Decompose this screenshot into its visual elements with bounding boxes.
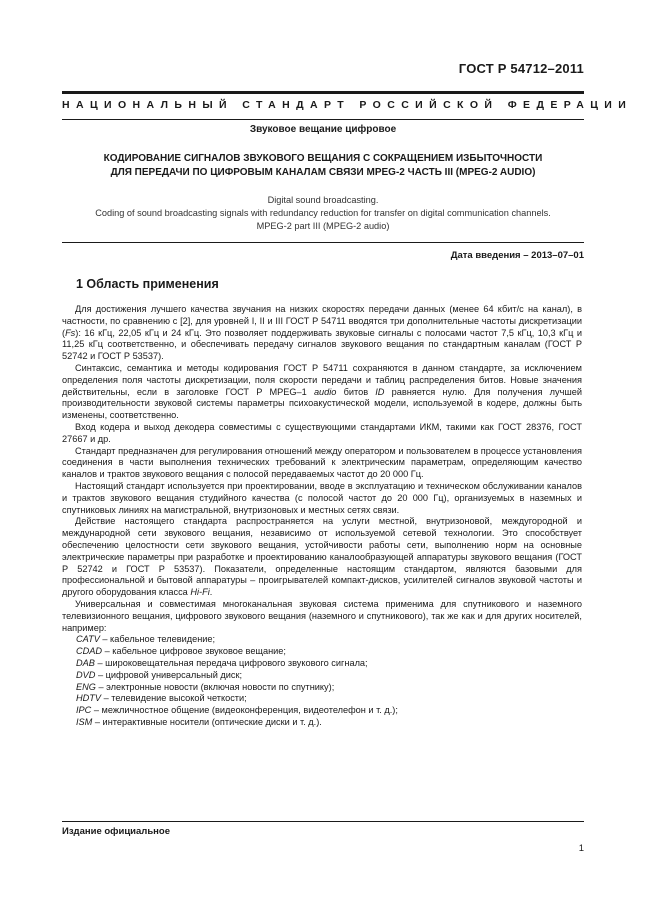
body-paragraph [62,422,582,446]
abbreviation-description: – электронные новости (включая новости по спутнику); [95,681,335,692]
text-run: ): 16 кГц, 22,05 кГц и 24 кГц. Это позволяет поддерживать звуковые сигналы с полосами частот 7,5 кГц, 10,3 кГц и 11,25 кГц соответственно, и обеспечивать передачу сигналов звукового вещания по стандартным каналам (ГОСТ Р 52742 и ГОСТ Р 53537). [62,327,582,362]
page-number: 1 [578,843,584,854]
body-paragraph [62,599,582,634]
text-run: Для достижения лучшего качества звучания на низких скоростях передачи данных (менее 64 кбит/с на канал), в частности, по сравнению с [2], для уровней I, II и III ГОСТ Р 54711 вводятся три дополнительные частоты дискретизации ( [62,304,582,338]
text-run: . [209,587,213,598]
header-rule [62,91,584,94]
text-run: Стандарт предназначен для регулирования отношений между оператором и пользователем в процессе установления соединения в части выполнения технических требований к электрическим параметрам, определяющим качество каналов и трактов звукового вещания с полосой передаваемых частот до 20 000 Гц. [62,445,582,480]
title-en-line: Coding of sound broadcasting signals with redundancy reduction for transfer on digital communication channels. [95,208,551,218]
abbreviation-description: – интерактивные носители (оптические диски и т. д.). [92,716,322,727]
abbreviation-term: CDAD [76,646,103,657]
body-paragraph [62,363,582,422]
abbreviation-term: CATV [76,634,100,645]
section-title: 1 Область применения [76,277,219,291]
abbreviation-description: – цифровой универсальный диск; [95,669,243,680]
text-run: Синтаксис, семантика и методы кодирования ГОСТ Р 54711 сохраняются в данном стандарте, за исключением определения поля частоты дискретизации, поля скорости передачи и таблиц распределения битов. Новые значения действительны, если в заголовке ГОСТ Р MPEG–1 [62,362,582,397]
section-body [62,304,582,729]
abbreviation-item [62,670,582,682]
abbreviation-list [62,634,582,728]
abbreviation-item [62,705,582,717]
abbreviation-term: DAB [76,657,95,668]
text-run: Действие настоящего стандарта распространяется на услуги местной, внутризоновой, междугородной и международной сети звукового вещания, независимо от используемой сетевой технологии. Это способствует обеспечению целостности сети звукового вещания, устойчивости работы сети, выполнению норм на основные электрические параметры при разработке и проектированию каналообразующей аппаратуры звукового вещания (ГОСТ Р 52742 и ГОСТ Р 53537). Показатели, определенные настоящим стандартом, являются базовыми для профессиональной и бытовой аппаратуры – проигрывателей компакт-дисков, усилителей сигналов звуковой частоты и другого оборудования класса [62,516,582,598]
text-run: Универсальная и совместимая многоканальная звуковая система применима для спутникового и наземного телевизионного вещания, цифрового звукового вещания (наземного и спутникового), так же как и для других носителей, например: [62,598,582,633]
italic-term: Fs [65,327,76,338]
abbreviation-term: HDTV [76,693,102,704]
national-standard-heading: НАЦИОНАЛЬНЫЙ СТАНДАРТ РОССИЙСКОЙ ФЕДЕРАЦИИ [62,99,633,111]
footer-rule [62,821,584,822]
italic-term: Hi-Fi [190,587,210,598]
body-paragraph [62,516,582,599]
edition-label: Издание официальное [62,826,170,837]
title-en-line: Digital sound broadcasting. [267,195,379,205]
text-run: Настоящий стандарт используется при проектировании, вводе в эксплуатацию и техническом обслуживании каналов и трактов звукового вещания студийного качества (с полосой частот до 20 000 Гц), организуемых в наземных и спутниковых линиях на магистральной, внутризоновых и местных сетях связи. [62,480,582,515]
italic-term: ID [375,386,385,397]
abbreviation-item [62,693,582,705]
title-rule [62,242,584,243]
abbreviation-description: – широковещательная передача цифрового звукового сигнала; [94,657,368,668]
abbreviation-description: – телевидение высокой четкости; [101,693,247,704]
heading-rule [62,119,584,120]
abbreviation-item [62,634,582,646]
introduction-date: Дата введения – 2013–07–01 [450,250,584,261]
title-en-line: MPEG-2 part III (MPEG-2 audio) [256,221,390,231]
abbreviation-description: – межличностное общение (видеоконференция, видеотелефон и т. д.); [91,705,398,716]
paragraph-container [62,304,582,634]
standard-code: ГОСТ Р 54712–2011 [458,61,584,76]
abbreviation-item [62,646,582,658]
standard-subtitle: Звуковое вещание цифровое [249,124,397,135]
title-ru-line: ДЛЯ ПЕРЕДАЧИ ПО ЦИФРОВЫМ КАНАЛАМ СВЯЗИ MPEG-2 ЧАСТЬ III (MPEG-2 AUDIO) [110,166,536,178]
text-run: равняется нулю. Для получения лучшей производительности звуковой системы параметры психоакустической модели, используемой в кодере, должны быть изменены, соответственно. [62,386,582,421]
abbreviation-term: IPC [76,705,92,716]
abbreviation-description: – кабельное телевидение; [99,634,216,645]
body-paragraph [62,304,582,363]
abbreviation-term: DVD [76,669,96,680]
italic-term: audio [313,386,337,397]
title-ru-line: КОДИРОВАНИЕ СИГНАЛОВ ЗВУКОВОГО ВЕЩАНИЯ С СОКРАЩЕНИЕМ ИЗБЫТОЧНОСТИ [103,153,543,164]
text-run: битов [336,386,376,397]
abbreviation-item [62,682,582,694]
standard-title-ru [50,152,596,179]
abbreviation-term: ISM [76,716,93,727]
body-paragraph [62,446,582,481]
abbreviation-item [62,658,582,670]
abbreviation-term: ENG [76,681,96,692]
body-paragraph [62,481,582,516]
abbreviation-item [62,717,582,729]
text-run: Вход кодера и выход декодера совместимы с существующими стандартами ИКМ, такими как ГОСТ 28376, ГОСТ 27667 и др. [62,421,582,444]
standard-title-en [40,194,606,233]
abbreviation-description: – кабельное цифровое звуковое вещание; [102,646,286,657]
